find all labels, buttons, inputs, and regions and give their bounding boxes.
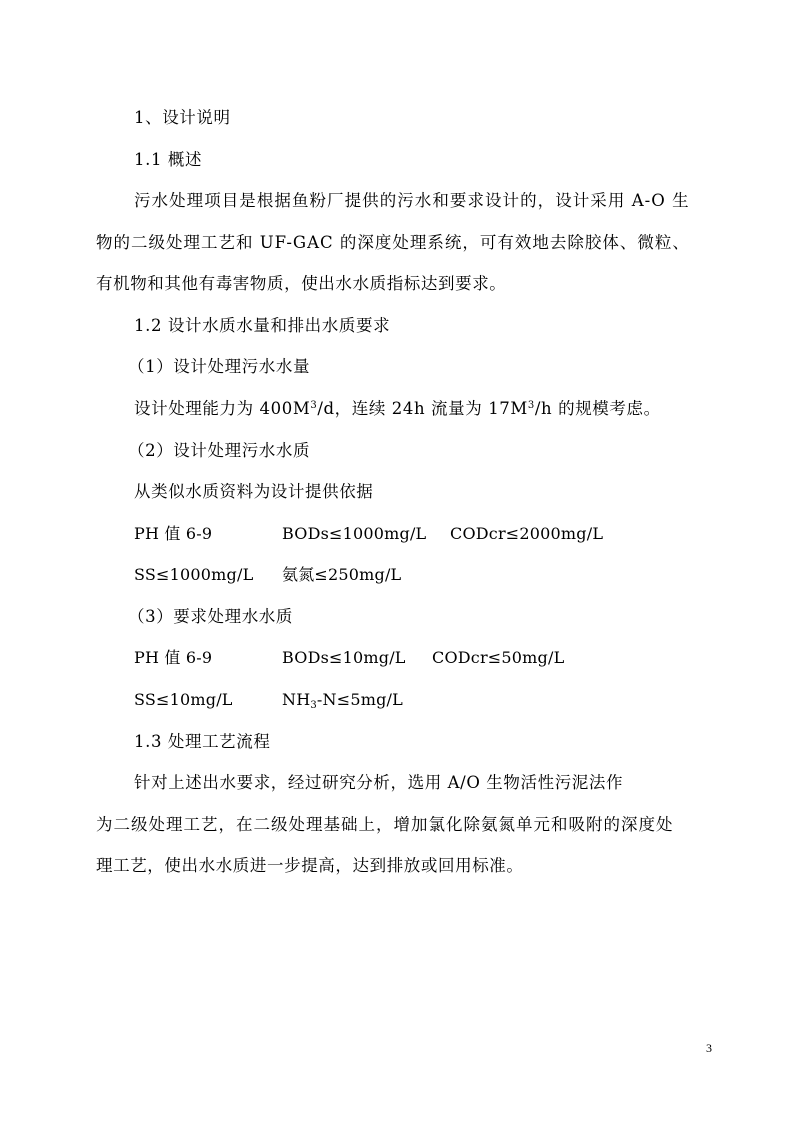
design-water-quality-subheading: （2）设计处理污水水质 (128, 441, 311, 460)
effluent-bod: BODs≤10mg/L (282, 648, 406, 667)
process-flow-paragraph-line-3: 理工艺，使出水水质进一步提高，达到排放或回用标准。 (96, 856, 524, 875)
section-heading-design-notes: 1、设计说明 (134, 108, 231, 127)
effluent-nh3n (282, 689, 403, 711)
nh3-subscript: 3 (310, 700, 317, 711)
nh3-suffix: -N≤5mg/L (316, 690, 403, 709)
capacity-superscript-1: 3 (310, 400, 318, 411)
effluent-ss: SS≤10mg/L (134, 690, 233, 709)
process-flow-paragraph-line-1: 针对上述出水要求，经过研究分析，选用 A/O 生物活性污泥法作 (134, 773, 624, 792)
influent-ss: SS≤1000mg/L (134, 565, 254, 584)
influent-bod: BODs≤1000mg/L (282, 524, 427, 543)
design-volume-subheading: （1）设计处理污水水量 (128, 357, 311, 376)
capacity-suffix: /h 的规模考虑。 (534, 399, 661, 418)
overview-paragraph-line-1: 污水处理项目是根据鱼粉厂提供的污水和要求设计的，设计采用 A-O 生 (134, 191, 690, 210)
capacity-prefix: 设计处理能力为 400M (134, 399, 311, 418)
process-flow-heading: 1.3 处理工艺流程 (134, 732, 271, 751)
effluent-quality-subheading: （3）要求处理水水质 (128, 607, 293, 626)
page-number: 3 (706, 1041, 712, 1055)
effluent-ph: PH 值 6-9 (134, 648, 213, 667)
design-quality-heading: 1.2 设计水质水量和排出水质要求 (134, 316, 391, 335)
nh3-prefix: NH (282, 690, 311, 709)
overview-paragraph-line-3: 有机物和其他有毒害物质，使出水水质指标达到要求。 (96, 274, 507, 293)
influent-ammonia: 氨氮≤250mg/L (282, 565, 402, 584)
design-basis-text: 从类似水质资料为设计提供依据 (134, 482, 374, 501)
influent-cod: CODcr≤2000mg/L (450, 524, 604, 543)
influent-ph: PH 值 6-9 (134, 524, 213, 543)
capacity-middle: /d，连续 24h 流量为 17M (317, 399, 528, 418)
overview-heading: 1.1 概述 (134, 150, 203, 169)
overview-paragraph-line-2: 物的二级处理工艺和 UF-GAC 的深度处理系统，可有效地去除胶体、微粒、 (96, 233, 690, 252)
capacity-superscript-2: 3 (527, 400, 535, 411)
effluent-cod: CODcr≤50mg/L (432, 648, 565, 667)
design-capacity-text (134, 398, 661, 420)
process-flow-paragraph-line-2: 为二级处理工艺，在二级处理基础上，增加氯化除氨氮单元和吸附的深度处 (96, 815, 674, 834)
